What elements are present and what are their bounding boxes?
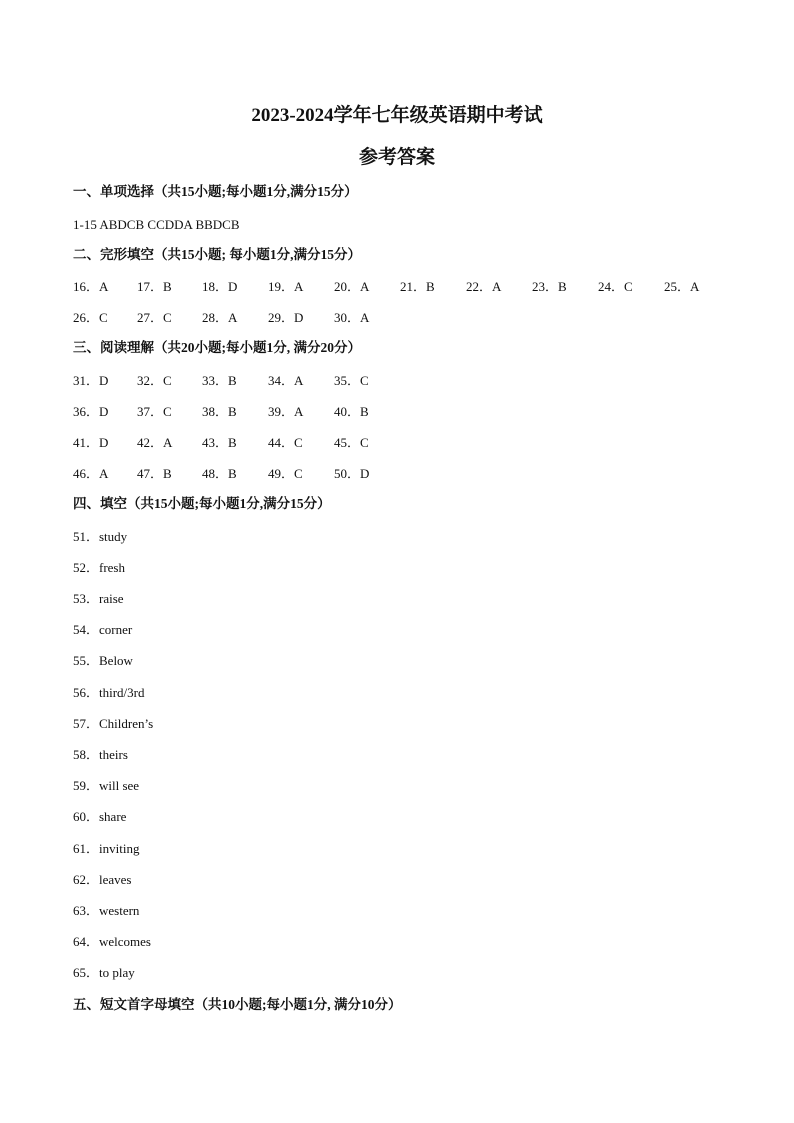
section-heading-reading: 三、阅读理解（共20小题;每小题1分, 满分20分） — [73, 340, 361, 355]
section-heading-single-choice: 一、单项选择（共15小题;每小题1分,满分15分） — [73, 184, 358, 199]
list-item: 61．inviting — [73, 841, 140, 856]
answer-item: 30．A — [334, 310, 370, 325]
list-item: 57．Children’s — [73, 716, 154, 731]
answer-item: 35．C — [334, 373, 369, 388]
answer-item: 34．A — [268, 373, 304, 388]
answer-item: 31．D — [73, 373, 109, 388]
answer-item: 24．C — [598, 279, 633, 294]
answer-item: 18．D — [202, 279, 238, 294]
answer-item: 44．C — [268, 435, 303, 450]
answer-item: 38．B — [202, 404, 237, 419]
answer-item: 19．A — [268, 279, 304, 294]
list-item: 65．to play — [73, 965, 135, 980]
answer-item: 25．A — [664, 279, 700, 294]
answer-item: 39．A — [268, 404, 304, 419]
list-item: 56．third/3rd — [73, 685, 145, 700]
answer-item: 28．A — [202, 310, 238, 325]
list-item: 54．corner — [73, 622, 133, 637]
list-item: 58．theirs — [73, 747, 128, 762]
list-item: 55．Below — [73, 653, 133, 668]
section-heading-initial-letter-fill: 五、短文首字母填空（共10小题;每小题1分, 满分10分） — [73, 997, 402, 1012]
answer-item: 22．A — [466, 279, 502, 294]
answer-item: 48．B — [202, 466, 237, 481]
list-item: 60．share — [73, 809, 127, 824]
section-heading-fill-in: 四、填空（共15小题;每小题1分,满分15分） — [73, 496, 331, 511]
answer-item: 32．C — [137, 373, 172, 388]
answer-item: 41．D — [73, 435, 109, 450]
answer-item: 46．A — [73, 466, 109, 481]
answer-item: 33．B — [202, 373, 237, 388]
answer-item: 45．C — [334, 435, 369, 450]
answer-item: 43．B — [202, 435, 237, 450]
answer-item: 20．A — [334, 279, 370, 294]
answer-item: 23．B — [532, 279, 567, 294]
document-title: 2023-2024学年七年级英语期中考试 — [251, 105, 543, 126]
list-item: 63．western — [73, 903, 140, 918]
list-item: 52．fresh — [73, 560, 125, 575]
answer-item: 40．B — [334, 404, 369, 419]
answer-item: 21．B — [400, 279, 435, 294]
answer-item: 26．C — [73, 310, 108, 325]
section-heading-cloze: 二、完形填空（共15小题; 每小题1分,满分15分） — [73, 247, 361, 262]
answer-item: 36．D — [73, 404, 109, 419]
answer-item: 17．B — [137, 279, 172, 294]
document-subtitle: 参考答案 — [358, 147, 435, 168]
answer-item: 50．D — [334, 466, 370, 481]
answer-item: 37．C — [137, 404, 172, 419]
answer-item: 42．A — [137, 435, 173, 450]
answer-item: 49．C — [268, 466, 303, 481]
list-item: 64．welcomes — [73, 934, 151, 949]
answer-item: 29．D — [268, 310, 304, 325]
list-item: 51．study — [73, 529, 128, 544]
answer-item: 27．C — [137, 310, 172, 325]
list-item: 62．leaves — [73, 872, 132, 887]
answer-item: 47．B — [137, 466, 172, 481]
list-item: 53．raise — [73, 591, 124, 606]
answer-item: 16．A — [73, 279, 109, 294]
single-choice-answers: 1-15 ABDCB CCDDA BBDCB — [73, 217, 240, 232]
list-item: 59．will see — [73, 778, 140, 793]
